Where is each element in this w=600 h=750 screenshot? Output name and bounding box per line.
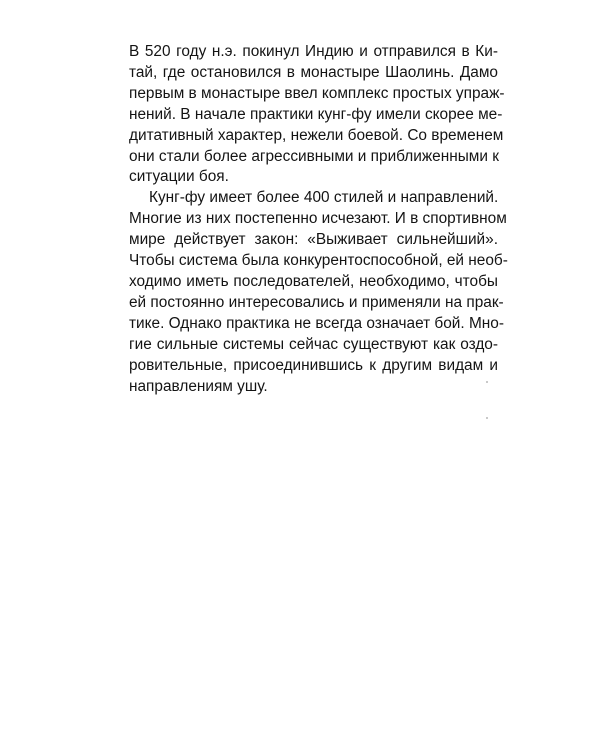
text-line: направлениям ушу.	[129, 377, 268, 395]
text-line: они стали более агрессивными и приближенными к	[129, 147, 499, 165]
text-line: первым в монастыре ввел комплекс простых упраж-	[129, 84, 505, 102]
text-line: гие сильные системы сейчас существуют как оздо-	[129, 335, 498, 353]
text-line: ситуации боя.	[129, 168, 229, 186]
text-line: В 520 году н.э. покинул Индию и отправился в Ки-	[129, 43, 498, 60]
scan-speck	[486, 417, 488, 419]
scan-speck	[486, 381, 488, 383]
text-line: нений. В начале практики кунг-фу имели скорее ме-	[129, 105, 503, 123]
text-line: ровительные, присоединившись к другим видам и	[129, 356, 498, 374]
text-line: мире действует закон: «Выживает сильнейший».	[129, 231, 498, 249]
text-line: ходимо иметь последователей, необходимо, чтобы	[129, 272, 498, 290]
body-text	[129, 42, 508, 397]
text-line: тике. Однако практика не всегда означает бой. Мно-	[129, 314, 504, 332]
text-line: дитативный характер, нежели боевой. Со временем	[129, 126, 504, 144]
text-line: Кунг-фу имеет более 400 стилей и направлений.	[149, 189, 499, 207]
text-line: ей постоянно интересовались и применяли на прак-	[129, 293, 504, 311]
text-line: Многие из них постепенно исчезают. И в спортивном	[129, 210, 507, 228]
text-line: Чтобы система была конкурентоспособной, ей необ-	[129, 252, 508, 270]
text-line: тай, где остановился в монастыре Шаолинь. Дамо	[129, 63, 498, 81]
